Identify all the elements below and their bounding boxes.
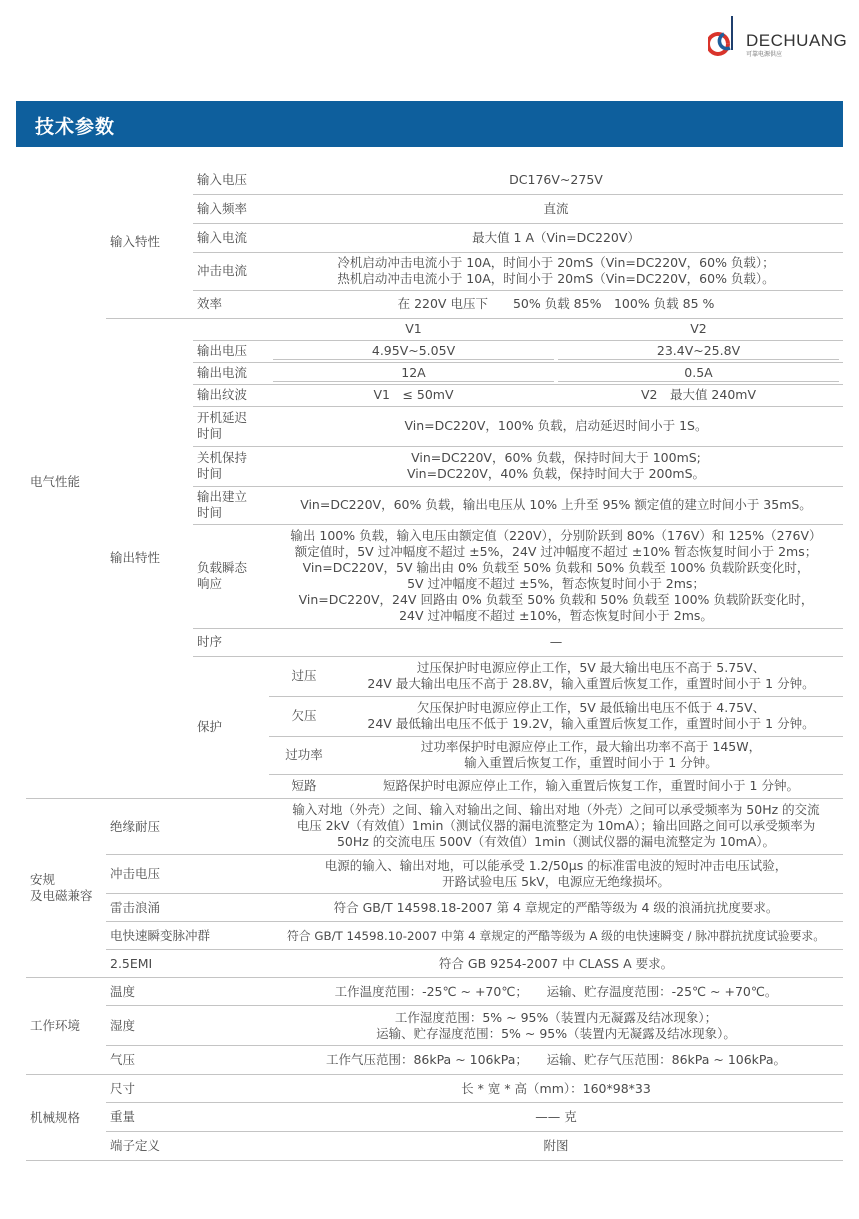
value-line: 欠压保护时电源应停止工作，5V 最低输出电压不低于 4.75V、 xyxy=(416,700,766,715)
param-name: 保护 xyxy=(193,656,269,798)
param-name: 雷击浪涌 xyxy=(106,894,269,922)
value-line: Vin=DC220V，60% 负载，保持时间大于 100mS; xyxy=(411,450,701,465)
value-line: 电压 2kV（有效值）1min（测试仪器的漏电流整定为 10mA）；输出回路之间可以承受频率为 xyxy=(296,818,816,834)
param-name: 气压 xyxy=(106,1046,269,1075)
param-value: 符合 GB/T 14598.10-2007 中第 4 章规定的严酷等级为 A 级的电快速瞬变 / 脉冲群抗扰度试验要求。 xyxy=(269,922,843,950)
value-line: 输出 100% 负载，输入电压由额定值（220V），分别阶跃到 80%（176V）和 125%（276V） xyxy=(290,528,822,543)
param-value: 在 220V 电压下 50% 负载 85% 100% 负载 85 % xyxy=(269,290,843,318)
v2-value: 0.5A xyxy=(558,365,839,382)
param-name: 冲击电流 xyxy=(193,252,269,290)
section-title: 技术参数 xyxy=(35,116,116,138)
v1-value: 4.95V~5.05V xyxy=(273,343,554,360)
param-value: Vin=DC220V，100% 负载，启动延迟时间小于 1S。 xyxy=(269,406,843,446)
param-name: 输入频率 xyxy=(193,194,269,223)
param-name: 输入电流 xyxy=(193,223,269,252)
param-value: — xyxy=(269,628,843,656)
value-line: 24V 过冲幅度不超过 ±10%，暂态恢复时间小于 2ms。 xyxy=(399,608,713,623)
section-header xyxy=(16,101,843,147)
param-value: Vin=DC220V，60% 负载，输出电压从 10% 上升至 95% 额定值的建立时间小于 35mS。 xyxy=(269,486,843,524)
param-value: —— 克 xyxy=(269,1103,843,1132)
table-row xyxy=(26,978,843,1006)
param-value xyxy=(269,252,843,290)
protection-type: 过压 xyxy=(269,656,339,696)
table-row xyxy=(26,922,843,950)
param-name: 输出建立 时间 xyxy=(193,486,269,524)
param-name: 温度 xyxy=(106,978,269,1006)
category-mechanical: 机械规格 xyxy=(26,1075,106,1161)
param-value: 短路保护时电源应停止工作，输入重置后恢复工作，重置时间小于 1 分钟。 xyxy=(339,774,843,798)
channel-header: V1 xyxy=(405,321,422,336)
brand-tagline: 可靠电源供应 xyxy=(746,51,783,58)
param-name: 重量 xyxy=(106,1103,269,1132)
param-value xyxy=(339,656,843,696)
param-name: 效率 xyxy=(193,290,269,318)
param-name: 电快速瞬变脉冲群 xyxy=(106,922,269,950)
param-name: 冲击电压 xyxy=(106,855,269,894)
table-row xyxy=(26,1006,843,1046)
value-line: 开路试验电压 5kV，电源应无绝缘损坏。 xyxy=(442,874,670,889)
param-value: DC176V~275V xyxy=(269,166,843,194)
value-line: 工作湿度范围：5% ~ 95%（装置内无凝露及结冰现象）； xyxy=(394,1009,718,1025)
category-environment: 工作环境 xyxy=(26,978,106,1075)
brand-name: DECHUANG xyxy=(746,31,848,50)
category-electrical: 电气性能 xyxy=(26,166,106,799)
param-name: 输出电流 xyxy=(193,362,269,384)
value-line: 输入重置后恢复工作，重置时间小于 1 分钟。 xyxy=(464,755,718,770)
value-line: 冷机启动冲击电流小于 10A，时间小于 20mS（Vin=DC220V，60% 负载）； xyxy=(337,255,775,270)
param-value xyxy=(269,799,843,855)
table-row xyxy=(26,894,843,922)
param-name: 湿度 xyxy=(106,1006,269,1046)
param-value: 最大值 1 A（Vin=DC220V） xyxy=(269,223,843,252)
value-line: 24V 最低输出电压不低于 19.2V，输入重置后恢复工作，重置时间小于 1 分钟。 xyxy=(367,716,815,731)
param-name: 输出纹波 xyxy=(193,384,269,406)
param-name: 输出电压 xyxy=(193,340,269,362)
param-name: 端子定义 xyxy=(106,1132,269,1161)
param-name: 关机保持 时间 xyxy=(193,446,269,486)
table-row xyxy=(26,1132,843,1161)
param-value xyxy=(269,1006,843,1046)
param-value: 工作气压范围：86kPa ~ 106kPa； 运输、贮存气压范围：86kPa ~ 106kPa。 xyxy=(269,1046,843,1075)
value-line: Vin=DC220V，40% 负载，保持时间大于 200mS。 xyxy=(406,466,706,481)
value-line: 热机启动冲击电流小于 10A，时间小于 20mS（Vin=DC220V，60% 负载）。 xyxy=(337,271,775,286)
table-row xyxy=(26,855,843,894)
param-name: 绝缘耐压 xyxy=(106,799,269,855)
v1-value: V1 ≤ 50mV xyxy=(373,387,454,402)
table-row xyxy=(26,166,843,194)
spec-table xyxy=(26,166,843,1161)
param-value xyxy=(339,736,843,774)
protection-type: 短路 xyxy=(269,774,339,798)
param-name: 开机延迟 时间 xyxy=(193,406,269,446)
value-line: 电源的输入、输出对地，可以能承受 1.2/50μs 的标准雷电波的短时冲击电压试验， xyxy=(324,858,788,873)
param-name: 尺寸 xyxy=(106,1075,269,1103)
v2-value: 23.4V~25.8V xyxy=(558,343,839,360)
brand-logo xyxy=(708,14,848,60)
channel-header: V2 xyxy=(690,321,707,336)
param-value: 符合 GB 9254-2007 中 CLASS A 要求。 xyxy=(269,950,843,978)
protection-type: 过功率 xyxy=(269,736,339,774)
category-safety: 安规 及电磁兼容 xyxy=(26,799,106,978)
param-value: 附图 xyxy=(269,1132,843,1161)
param-value: 长 * 宽 * 高（mm）：160*98*33 xyxy=(269,1075,843,1103)
value-line: 输入对地（外壳）之间、输入对输出之间、输出对地（外壳）之间可以承受频率为 50Hz 的交流 xyxy=(292,802,820,818)
value-line: 过压保护时电源应停止工作，5V 最大输出电压不高于 5.75V、 xyxy=(416,660,766,675)
value-line: 5V 过冲幅度不超过 ±5%，暂态恢复时间小于 2ms； xyxy=(407,576,705,591)
table-row xyxy=(26,950,843,978)
param-value: 符合 GB/T 14598.18-2007 第 4 章规定的严酷等级为 4 级的浪涌抗扰度要求。 xyxy=(269,894,843,922)
value-line: 额定值时，5V 过冲幅度不超过 ±5%，24V 过冲幅度不超过 ±10% 暂态恢复时间小于 2ms； xyxy=(294,544,818,559)
param-value xyxy=(269,524,843,628)
table-row xyxy=(26,799,843,855)
param-name: 时序 xyxy=(193,628,269,656)
group-output: 输出特性 xyxy=(106,318,193,799)
v1-value: 12A xyxy=(273,365,554,382)
table-row xyxy=(26,1103,843,1132)
value-line: Vin=DC220V，5V 输出由 0% 负载至 50% 负载和 50% 负载至 100% 负载阶跃变化时， xyxy=(302,560,810,575)
dechuang-logo-icon xyxy=(708,14,744,58)
value-line: 24V 最大输出电压不高于 28.8V，输入重置后恢复工作，重置时间小于 1 分钟。 xyxy=(367,676,815,691)
value-line: 50Hz 的交流电压 500V（有效值）1min（测试仪器的漏电流整定为 10mA）。 xyxy=(336,834,776,850)
param-value: 直流 xyxy=(269,194,843,223)
protection-type: 欠压 xyxy=(269,696,339,736)
table-row xyxy=(26,1075,843,1103)
param-name: 负载瞬态 响应 xyxy=(193,524,269,628)
group-input: 输入特性 xyxy=(106,166,193,318)
param-value xyxy=(269,855,843,894)
table-row xyxy=(26,318,843,340)
param-value: 工作温度范围：-25℃ ~ +70℃； 运输、贮存温度范围：-25℃ ~ +70℃。 xyxy=(269,978,843,1006)
param-name: 输入电压 xyxy=(193,166,269,194)
value-line: 过功率保护时电源应停止工作，最大输出功率不高于 145W， xyxy=(420,739,762,754)
v2-value: V2 最大值 240mV xyxy=(640,387,757,402)
param-value xyxy=(269,446,843,486)
param-value xyxy=(339,696,843,736)
param-name: 2.5EMI xyxy=(106,950,269,978)
value-line: 运输、贮存湿度范围：5% ~ 95%（装置内无凝露及结冰现象）。 xyxy=(376,1025,736,1041)
value-line: Vin=DC220V，24V 回路由 0% 负载至 50% 负载和 50% 负载至 100% 负载阶跃变化时， xyxy=(298,592,814,607)
table-row xyxy=(26,1046,843,1075)
